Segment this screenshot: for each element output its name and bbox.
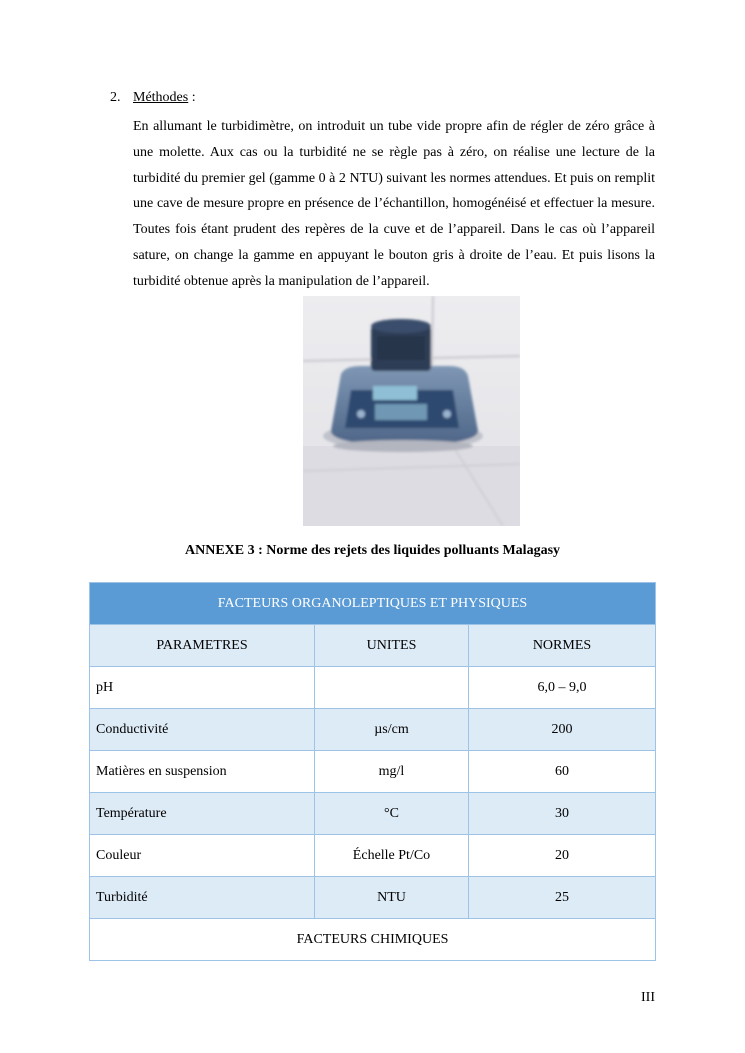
chemical-factors-cell: FACTEURS CHIMIQUES: [90, 919, 656, 961]
table-group-footer: [90, 919, 656, 961]
unit-cell: mg/l: [315, 751, 469, 793]
annex-caption: ANNEXE 3 : Norme des rejets des liquides polluants Malagasy: [184, 543, 561, 558]
table-row: [90, 709, 656, 751]
unit-cell: NTU: [315, 877, 469, 919]
norm-cell: 30: [469, 793, 656, 835]
norm-cell: 6,0 – 9,0: [469, 667, 656, 709]
column-header-parameters: PARAMETRES: [90, 625, 315, 667]
table-row: [90, 835, 656, 877]
table-row: [90, 877, 656, 919]
unit-cell: µs/cm: [315, 709, 469, 751]
table-row: [90, 751, 656, 793]
section-number: 2.: [110, 90, 121, 105]
norm-cell: 60: [469, 751, 656, 793]
table-column-header: [90, 625, 656, 667]
parameter-cell: Matières en suspension: [90, 751, 315, 793]
section-title: Méthodes: [133, 90, 189, 105]
methods-section: [110, 88, 655, 295]
turbidimeter-image: [303, 296, 520, 526]
norm-cell: 200: [469, 709, 656, 751]
table-row: [90, 667, 656, 709]
unit-cell: Échelle Pt/Co: [315, 835, 469, 877]
column-header-norms: NORMES: [469, 625, 656, 667]
table-group-header: [90, 583, 656, 625]
norm-cell: 25: [469, 877, 656, 919]
page-number: III: [641, 990, 655, 1005]
parameter-cell: Couleur: [90, 835, 315, 877]
norms-table: [89, 582, 656, 961]
section-heading: [110, 88, 655, 108]
unit-cell: °C: [315, 793, 469, 835]
parameter-cell: pH: [90, 667, 315, 709]
table-row: [90, 793, 656, 835]
methods-paragraph: En allumant le turbidimètre, on introduit un tube vide propre afin de régler de zéro grâce à une molette. Aux cas ou la turbidité ne se règle pas à zéro, on réalise une lecture de la turbidité du premier gel (gamme 0 à 2 NTU) suivant les normes attendues. Et puis on remplit une cave de mesure propre en présence de l’échantillon, homogénéisé et effectuer la mesure. Toutes fois étant prudent des repères de la cuve et de l’appareil. Dans le cas où l’appareil sature, on change la gamme en appuyant le bouton gris à droite de l’eau. Et puis lisons la turbidité obtenue après la manipulation de l’appareil.: [133, 119, 655, 289]
group-header-cell: FACTEURS ORGANOLEPTIQUES ET PHYSIQUES: [90, 583, 656, 625]
section-title-suffix: :: [188, 90, 196, 105]
parameter-cell: Température: [90, 793, 315, 835]
parameter-cell: Turbidité: [90, 877, 315, 919]
norm-cell: 20: [469, 835, 656, 877]
parameter-cell: Conductivité: [90, 709, 315, 751]
turbidimeter-photo: [303, 296, 520, 526]
unit-cell: [315, 667, 469, 709]
column-header-units: UNITES: [315, 625, 469, 667]
